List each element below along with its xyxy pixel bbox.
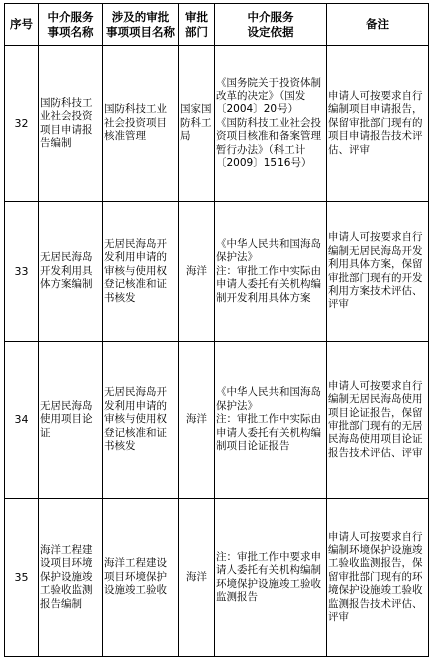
row-approval-item: 无居民海岛开发利用申请的审核与使用权登记核准和证书核发 xyxy=(103,342,179,499)
row-service-name: 无居民海岛使用项目论证 xyxy=(39,342,103,499)
row-no: 32 xyxy=(5,46,39,202)
row-remarks: 申请人可按要求自行编制无居民海岛使用项目论证报告，保留审批部门现有的无居民海岛使用项目论证报告技术评估、评审 xyxy=(327,342,429,499)
header-dept: 审批 部门 xyxy=(179,4,215,46)
row-no: 35 xyxy=(5,499,39,657)
table-row xyxy=(5,46,429,202)
row-approval-item: 海洋工程建设项目环境保护设施竣工验收 xyxy=(103,499,179,657)
header-row xyxy=(5,4,429,46)
row-no: 34 xyxy=(5,342,39,499)
row-approval-item: 国防科技工业社会投资项目核准管理 xyxy=(103,46,179,202)
row-service-name: 海洋工程建设项目环境保护设施竣工验收监测报告编制 xyxy=(39,499,103,657)
row-no: 33 xyxy=(5,202,39,342)
header-approval-item: 涉及的审批 事项项目名称 xyxy=(103,4,179,46)
row-basis: 《中华人民共和国海岛保护法》 注：审批工作中实际由申请人委托有关机构编制项目论证报告 xyxy=(215,342,327,499)
table-row xyxy=(5,499,429,657)
row-remarks: 申请人可按要求自行编制项目申请报告，保留审批部门现有的项目申请报告技术评估、评审 xyxy=(327,46,429,202)
row-basis: 《中华人民共和国海岛保护法》 注：审批工作中实际由申请人委托有关机构编制开发利用具体方案 xyxy=(215,202,327,342)
row-service-name: 国防科技工业社会投资项目申请报告编制 xyxy=(39,46,103,202)
row-dept: 海洋 xyxy=(179,202,215,342)
table-row xyxy=(5,342,429,499)
row-dept: 海洋 xyxy=(179,342,215,499)
header-no: 序号 xyxy=(5,4,39,46)
header-basis: 中介服务 设定依据 xyxy=(215,4,327,46)
row-dept: 国家国防科工局 xyxy=(179,46,215,202)
row-basis: 《国务院关于投资体制改革的决定》（国发〔2004〕20号） 《国防科技工业社会投资项目核准和备案管理暂行办法》（科工计〔2009〕1516号） xyxy=(215,46,327,202)
header-remarks: 备注 xyxy=(327,4,429,46)
row-remarks: 申请人可按要求自行编制无居民海岛开发利用具体方案，保留审批部门现有的开发利用方案技术评估、评审 xyxy=(327,202,429,342)
row-basis: 注：审批工作中要求申请人委托有关机构编制环境保护设施竣工验收监测报告 xyxy=(215,499,327,657)
row-dept: 海洋 xyxy=(179,499,215,657)
row-remarks: 申请人可按要求自行编制环境保护设施竣工验收监测报告，保留审批部门现有的环境保护设施竣工验收监测报告技术评估、评审 xyxy=(327,499,429,657)
row-approval-item: 无居民海岛开发利用申请的审核与使用权登记核准和证书核发 xyxy=(103,202,179,342)
header-service-name: 中介服务 事项名称 xyxy=(39,4,103,46)
row-service-name: 无居民海岛开发利用具体方案编制 xyxy=(39,202,103,342)
table-row xyxy=(5,202,429,342)
service-items-table xyxy=(4,3,429,657)
